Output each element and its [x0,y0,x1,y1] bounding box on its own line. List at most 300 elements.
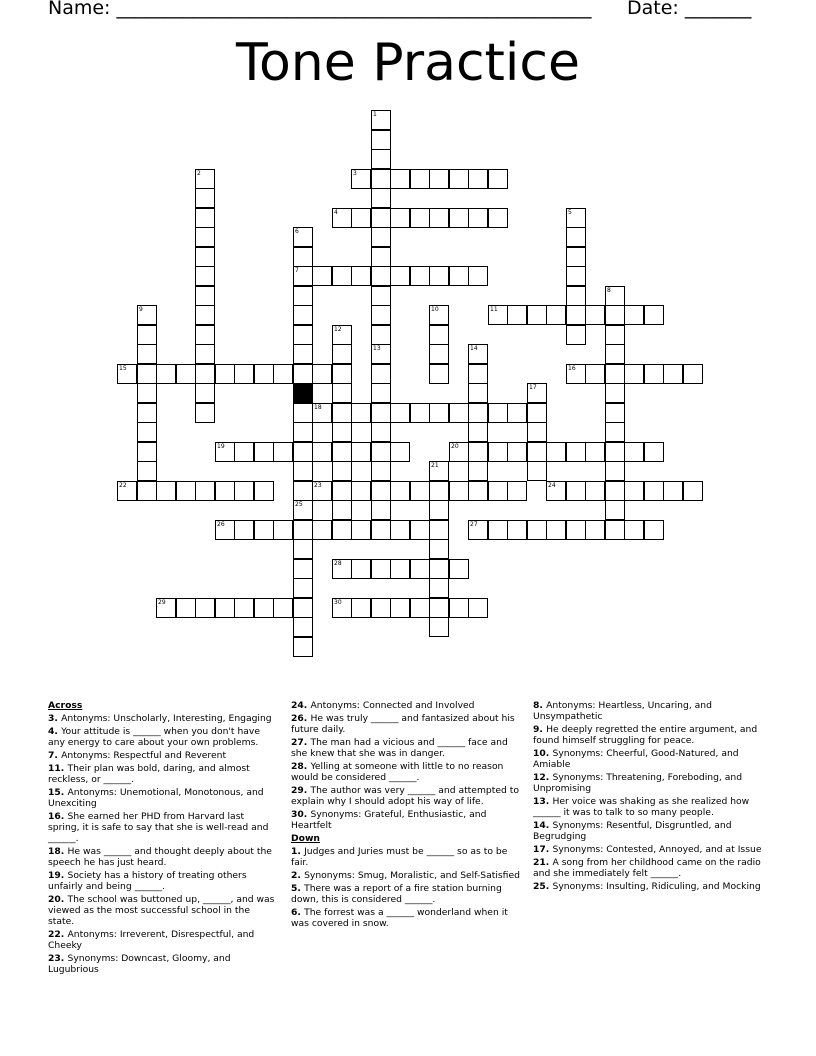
crossword-cell[interactable] [293,344,313,364]
crossword-cell[interactable] [176,364,196,384]
crossword-cell[interactable] [156,598,176,618]
crossword-cell[interactable] [527,383,547,403]
crossword-cell[interactable] [293,539,313,559]
crossword-cell[interactable] [605,325,625,345]
crossword-cell[interactable] [332,520,352,540]
clue-number: 25 [295,501,303,508]
crossword-cell[interactable] [254,520,274,540]
crossword-cell[interactable] [371,305,391,325]
crossword-cell[interactable] [390,520,410,540]
crossword-cell[interactable] [429,266,449,286]
crossword-cell[interactable] [137,325,157,345]
crossword-cell[interactable] [566,227,586,247]
crossword-cell[interactable] [351,481,371,501]
clue-text: The school was buttoned up, ______, and was viewed as the most successful school in the state. [48,894,275,927]
crossword-cell[interactable] [566,247,586,267]
crossword-cell[interactable] [312,520,332,540]
clue-item [48,929,278,951]
clue-number: 19 [217,443,225,450]
crossword-cell[interactable] [683,481,703,501]
crossword-cell[interactable] [371,500,391,520]
clue-number: 20 [451,443,459,450]
crossword-cell[interactable] [215,520,235,540]
crossword-cell[interactable] [195,383,215,403]
crossword-cell[interactable] [332,208,352,228]
clue-number: 23 [314,482,322,489]
crossword-cell[interactable] [429,325,449,345]
crossword-cell[interactable] [585,520,605,540]
crossword-cell[interactable] [234,520,254,540]
across-clue-list-continued [291,700,521,831]
clue-number: 14 [470,345,478,352]
crossword-cell[interactable] [468,266,488,286]
crossword-cell[interactable] [234,364,254,384]
crossword-cell[interactable] [254,481,274,501]
crossword-cell[interactable] [468,422,488,442]
clue-text: Antonyms: Heartless, Uncaring, and Unsympathetic [533,700,712,722]
crossword-cell[interactable] [371,227,391,247]
crossword-cell[interactable] [273,442,293,462]
crossword-cell[interactable] [468,344,488,364]
crossword-cell[interactable] [117,481,137,501]
crossword-cell[interactable] [605,344,625,364]
page-title: Tone Practice [236,33,580,93]
crossword-cell[interactable] [585,305,605,325]
crossword-cell[interactable] [566,325,586,345]
crossword-cell[interactable] [371,208,391,228]
crossword-cell[interactable] [527,422,547,442]
clue-number-label: 27. [291,737,311,748]
crossword-cell[interactable] [234,598,254,618]
crossword-cell[interactable] [605,461,625,481]
crossword-cell[interactable] [410,208,430,228]
crossword-cell[interactable] [312,403,332,423]
clue-text: He was truly ______ and fantasized about his future daily. [291,713,515,735]
crossword-cell[interactable] [371,286,391,306]
crossword-cell[interactable] [215,442,235,462]
crossword-cell[interactable] [371,481,391,501]
crossword-cell[interactable] [468,208,488,228]
crossword-cell[interactable] [605,422,625,442]
crossword-cell[interactable] [449,169,469,189]
crossword-cell[interactable] [371,559,391,579]
crossword-cell[interactable] [644,364,664,384]
crossword-cell[interactable] [410,403,430,423]
crossword-cell[interactable] [566,266,586,286]
crossword-cell[interactable] [429,539,449,559]
clue-number: 21 [431,462,439,469]
crossword-cell[interactable] [468,461,488,481]
crossword-cell[interactable] [273,364,293,384]
crossword-cell[interactable] [488,169,508,189]
crossword-cell[interactable] [371,344,391,364]
crossword-cell[interactable] [429,598,449,618]
clue-text: He was ______ and thought deeply about the speech he has just heard. [48,846,272,868]
crossword-cell[interactable] [195,481,215,501]
crossword-cell[interactable] [293,617,313,637]
crossword-cell[interactable] [605,442,625,462]
crossword-cell[interactable] [234,481,254,501]
crossword-cell[interactable] [663,364,683,384]
crossword-cell[interactable] [527,520,547,540]
crossword-cell[interactable] [390,559,410,579]
crossword-cell[interactable] [468,442,488,462]
crossword-cell[interactable] [195,403,215,423]
crossword-cell[interactable] [137,383,157,403]
crossword-cell[interactable] [293,305,313,325]
crossword-cell[interactable] [624,364,644,384]
clue-item [533,820,763,842]
crossword-cell[interactable] [195,266,215,286]
crossword-cell[interactable] [488,442,508,462]
crossword-cell[interactable] [137,305,157,325]
crossword-cell[interactable] [293,422,313,442]
crossword-cell[interactable] [468,364,488,384]
crossword-cell[interactable] [332,481,352,501]
crossword-cell[interactable] [410,520,430,540]
crossword-cell[interactable] [429,500,449,520]
clue-text: The author was very ______ and attempted to explain why I should adopt his way of life. [291,785,519,807]
crossword-cell[interactable] [488,305,508,325]
crossword-cell[interactable] [507,403,527,423]
crossword-cell[interactable] [468,520,488,540]
crossword-cell[interactable] [332,461,352,481]
crossword-cell[interactable] [644,520,664,540]
crossword-cell[interactable] [429,481,449,501]
crossword-cell[interactable] [449,481,469,501]
crossword-cell[interactable] [507,442,527,462]
crossword-cell[interactable] [488,481,508,501]
crossword-cell[interactable] [312,266,332,286]
clue-number-label: 23. [48,953,68,964]
crossword-cell[interactable] [156,481,176,501]
crossword-cell[interactable] [371,461,391,481]
crossword-cell[interactable] [410,598,430,618]
crossword-cell[interactable] [371,442,391,462]
crossword-cell[interactable] [312,442,332,462]
crossword-cell[interactable] [254,442,274,462]
clue-number: 15 [119,365,127,372]
crossword-cell[interactable] [527,442,547,462]
crossword-cell[interactable] [351,266,371,286]
crossword-cell[interactable] [390,169,410,189]
crossword-cell[interactable] [332,364,352,384]
crossword-cell[interactable] [468,481,488,501]
crossword-cell[interactable] [429,403,449,423]
crossword-cell[interactable] [293,364,313,384]
clue-item [48,787,278,809]
crossword-cell[interactable] [195,305,215,325]
crossword-cell[interactable] [195,325,215,345]
clue-item [533,748,763,770]
crossword-cell[interactable] [293,247,313,267]
crossword-cell[interactable] [644,442,664,462]
crossword-cell[interactable] [605,286,625,306]
crossword-cell[interactable] [605,364,625,384]
clue-text: The forrest was a ______ wonderland when it was covered in snow. [291,907,508,929]
crossword-cell[interactable] [215,364,235,384]
crossword-cell[interactable] [663,481,683,501]
crossword-cell[interactable] [605,383,625,403]
crossword-cell[interactable] [351,403,371,423]
crossword-cell[interactable] [371,149,391,169]
crossword-cell[interactable] [293,559,313,579]
crossword-cell[interactable] [390,598,410,618]
crossword-cell[interactable] [293,325,313,345]
clue-item [48,894,278,927]
crossword-cell[interactable] [195,364,215,384]
crossword-cell[interactable] [390,266,410,286]
crossword-cell[interactable] [332,598,352,618]
crossword-cell[interactable] [429,364,449,384]
crossword-cell[interactable] [624,305,644,325]
crossword-cell[interactable] [293,481,313,501]
crossword-cell[interactable] [488,208,508,228]
crossword-cell[interactable] [410,559,430,579]
crossword-cell[interactable] [507,520,527,540]
crossword-cell[interactable] [332,559,352,579]
crossword-cell[interactable] [410,266,430,286]
crossword-cell[interactable] [605,481,625,501]
crossword-cell[interactable] [429,559,449,579]
crossword-cell[interactable] [585,364,605,384]
crossword-cell[interactable] [332,442,352,462]
clue-number-label: 11. [48,763,68,774]
clue-number-label: 13. [533,796,553,807]
crossword-cell[interactable] [351,598,371,618]
crossword-cell[interactable] [351,559,371,579]
crossword-cell[interactable] [429,169,449,189]
crossword-cell[interactable] [234,442,254,462]
crossword-cell[interactable] [429,344,449,364]
clue-number-label: 1. [291,846,305,857]
clue-item [291,785,521,807]
crossword-cell[interactable] [137,344,157,364]
clue-item [533,700,763,722]
crossword-cell[interactable] [332,422,352,442]
crossword-cell[interactable] [176,598,196,618]
crossword-cell[interactable] [371,403,391,423]
crossword-cell[interactable] [429,208,449,228]
crossword-cell[interactable] [546,305,566,325]
crossword-cell[interactable] [566,305,586,325]
crossword-cell[interactable] [195,344,215,364]
crossword-cell[interactable] [468,169,488,189]
crossword-cell[interactable] [293,227,313,247]
crossword-cell[interactable] [332,403,352,423]
clue-item [533,772,763,794]
crossword-cell[interactable] [468,383,488,403]
crossword-cell[interactable] [195,188,215,208]
crossword-cell[interactable] [624,442,644,462]
clue-item [48,763,278,785]
crossword-cell[interactable] [624,481,644,501]
crossword-cell[interactable] [371,110,391,130]
crossword-cell[interactable] [137,403,157,423]
crossword-cell[interactable] [429,617,449,637]
crossword-cell[interactable] [605,305,625,325]
crossword-cell[interactable] [137,481,157,501]
crossword-cell[interactable] [137,461,157,481]
crossword-cell[interactable] [293,520,313,540]
crossword-cell[interactable] [468,403,488,423]
clue-text: Yelling at someone with little to no reason would be considered ______. [291,761,504,783]
clue-text: She earned her PHD from Harvard last spring, it is safe to say that she is well-read and ______. [48,811,269,844]
crossword-cell[interactable] [507,305,527,325]
crossword-cell[interactable] [605,403,625,423]
crossword-cell[interactable] [195,208,215,228]
crossword-cell[interactable] [546,442,566,462]
crossword-cell[interactable] [293,266,313,286]
crossword-cell[interactable] [293,442,313,462]
crossword-cell[interactable] [566,520,586,540]
crossword-cell[interactable] [293,637,313,657]
crossword-cell[interactable] [371,130,391,150]
crossword-cell[interactable] [546,481,566,501]
crossword-cell[interactable] [390,403,410,423]
crossword-cell[interactable] [332,325,352,345]
date-field[interactable]: Date: _______ [627,0,752,19]
crossword-cell[interactable] [390,208,410,228]
crossword-cell[interactable] [273,520,293,540]
crossword-cell[interactable] [195,598,215,618]
crossword-cell[interactable] [195,286,215,306]
clue-item [48,811,278,844]
crossword-cell[interactable] [644,481,664,501]
crossword-cell[interactable] [566,208,586,228]
crossword-cell[interactable] [566,364,586,384]
crossword-cell[interactable] [195,247,215,267]
crossword-cell[interactable] [527,461,547,481]
clue-number-label: 2. [291,870,305,881]
crossword-cell[interactable] [371,188,391,208]
crossword-cell[interactable] [605,520,625,540]
crossword-cell[interactable] [293,598,313,618]
crossword-cell[interactable] [332,344,352,364]
crossword-cell[interactable] [176,481,196,501]
crossword-cell[interactable] [410,169,430,189]
clue-item [291,809,521,831]
crossword-cell[interactable] [449,266,469,286]
crossword-cell[interactable] [507,481,527,501]
crossword-cell[interactable] [137,422,157,442]
crossword-cell[interactable] [527,305,547,325]
crossword-cell[interactable] [351,169,371,189]
name-field[interactable]: Name: __________________________________________________ [48,0,592,19]
crossword-cell[interactable] [351,520,371,540]
clue-number-label: 18. [48,846,68,857]
crossword-cell[interactable] [429,305,449,325]
down-clue-list [291,846,521,929]
crossword-cell[interactable] [429,520,449,540]
crossword-cell[interactable] [332,266,352,286]
crossword-cell[interactable] [137,364,157,384]
crossword-cell[interactable] [371,422,391,442]
crossword-cell[interactable] [449,598,469,618]
clue-number-label: 28. [291,761,311,772]
crossword-cell[interactable] [215,598,235,618]
crossword-cell[interactable] [156,364,176,384]
crossword-cell[interactable] [585,442,605,462]
crossword-cell[interactable] [332,383,352,403]
crossword-cell[interactable] [351,442,371,462]
crossword-cell[interactable] [624,520,644,540]
clue-number: 8 [607,287,611,294]
clue-number-label: 24. [291,700,311,711]
crossword-cell[interactable] [449,403,469,423]
clue-item [291,700,521,711]
clue-text: Your attitude is ______ when you don't have any energy to care about your own problems. [48,726,260,748]
crossword-cell[interactable] [527,403,547,423]
crossword-cell[interactable] [293,286,313,306]
crossword-cell[interactable] [195,227,215,247]
crossword-cell[interactable] [449,442,469,462]
crossword-cell[interactable] [585,481,605,501]
crossword-cell[interactable] [273,598,293,618]
clue-item [533,844,763,855]
crossword-cell[interactable] [371,266,391,286]
crossword-cell[interactable] [254,598,274,618]
crossword-cell[interactable] [488,520,508,540]
crossword-cell[interactable] [429,461,449,481]
crossword-cell[interactable] [371,598,391,618]
crossword-cell[interactable] [351,208,371,228]
crossword-cell[interactable] [371,383,391,403]
crossword-cell[interactable] [468,598,488,618]
clue-number: 7 [295,267,299,274]
crossword-cell[interactable] [195,169,215,189]
crossword-cell[interactable] [312,364,332,384]
crossword-cell[interactable] [215,481,235,501]
crossword-cell[interactable] [566,481,586,501]
clue-item [533,796,763,818]
crossword-cell[interactable] [566,442,586,462]
crossword-cell[interactable] [605,500,625,520]
crossword-cell[interactable] [371,364,391,384]
crossword-cell[interactable] [371,247,391,267]
crossword-cell[interactable] [293,461,313,481]
crossword-cell[interactable] [429,578,449,598]
crossword-cell[interactable] [644,305,664,325]
clue-item [48,953,278,975]
crossword-cell[interactable] [410,481,430,501]
crossword-cell[interactable] [293,500,313,520]
crossword-cell[interactable] [332,500,352,520]
crossword-cell[interactable] [117,364,137,384]
clue-number-label: 21. [533,857,553,868]
crossword-cell[interactable] [390,442,410,462]
crossword-cell[interactable] [254,364,274,384]
crossword-cell[interactable] [449,559,469,579]
clue-number-label: 29. [291,785,311,796]
crossword-cell[interactable] [683,364,703,384]
crossword-cell[interactable] [293,403,313,423]
crossword-cell[interactable] [546,520,566,540]
crossword-cell[interactable] [371,169,391,189]
crossword-cell[interactable] [488,403,508,423]
crossword-cell[interactable] [371,325,391,345]
crossword-cell[interactable] [449,208,469,228]
crossword-cell[interactable] [293,578,313,598]
crossword-cell[interactable] [390,481,410,501]
clue-text: There was a report of a fire station burning down, this is considered ______. [291,883,502,905]
crossword-cell[interactable] [312,481,332,501]
crossword-cell[interactable] [371,520,391,540]
crossword-cell[interactable] [137,442,157,462]
clue-number-label: 17. [533,844,553,855]
clue-item [48,846,278,868]
crossword-cell[interactable] [566,286,586,306]
